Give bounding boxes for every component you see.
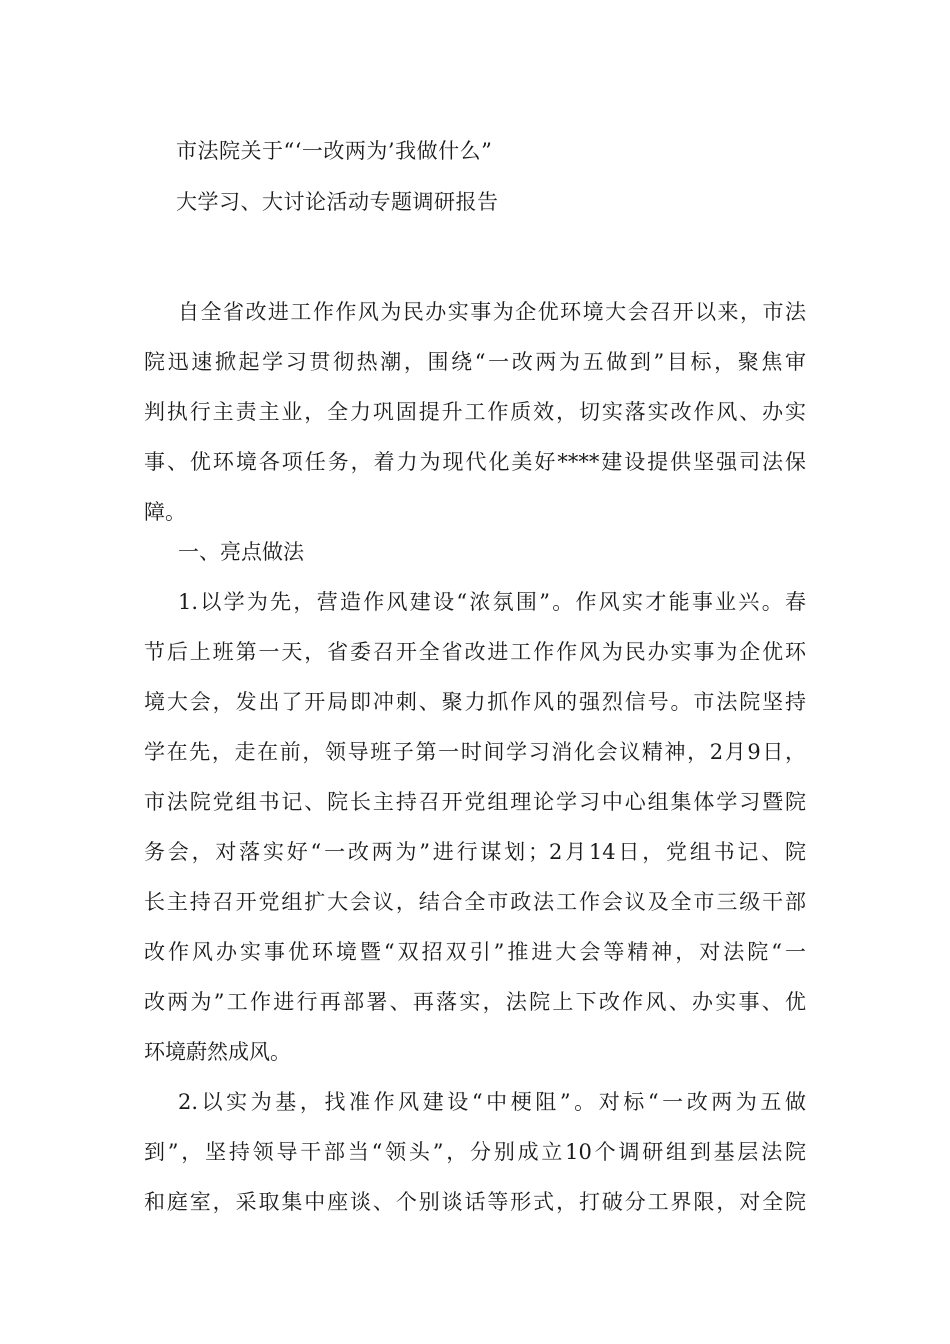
paragraph-intro [144, 287, 806, 537]
text-line: 1.以学为先，营造作风建设“浓氛围”。作风实才能事业兴。春 [178, 590, 806, 614]
text-line: 境大会，发出了开局即冲刺、聚力抓作风的强烈信号。市法院坚持 [144, 690, 806, 714]
text-line: 自全省改进工作作风为民办实事为企优环境大会召开以来，市法 [178, 300, 806, 324]
text-line: 判执行主责主业，全力巩固提升工作质效，切实落实改作风、办实 [144, 400, 806, 424]
text-line: 长主持召开党组扩大会议，结合全市政法工作会议及全市三级干部 [144, 890, 806, 914]
text-line: 节后上班第一天，省委召开全省改进工作作风为民办实事为企优环 [144, 640, 806, 664]
text-line: 2.以实为基，找准作风建设“中梗阻”。对标“一改两为五做 [178, 1090, 806, 1114]
section-heading [144, 527, 806, 577]
text-line: 市法院党组书记、院长主持召开党组理论学习中心组集体学习暨院 [144, 790, 806, 814]
text-line: 事、优环境各项任务，着力为现代化美好****建设提供坚强司法保 [144, 450, 806, 474]
text-line: 一、亮点做法 [178, 540, 304, 564]
text-line: 学在先，走在前，领导班子第一时间学习消化会议精神，2月9日， [144, 740, 806, 764]
text-line: 院迅速掀起学习贯彻热潮，围绕“一改两为五做到”目标，聚焦审 [144, 350, 806, 374]
text-line: 环境蔚然成风。 [144, 1040, 291, 1064]
text-line: 改两为”工作进行再部署、再落实，法院上下改作风、办实事、优 [144, 990, 806, 1014]
text-line: 和庭室，采取集中座谈、个别谈话等形式，打破分工界限，对全院 [144, 1190, 806, 1214]
report-title-line-2: 大学习、大讨论活动专题调研报告 [176, 190, 499, 214]
text-line: 改作风办实事优环境暨“双招双引”推进大会等精神，对法院“一 [144, 940, 806, 964]
text-line: 务会，对落实好“一改两为”进行谋划；2月14日，党组书记、院 [144, 840, 806, 864]
paragraph-item-1 [144, 577, 806, 1077]
text-line: 障。 [144, 500, 186, 524]
text-line: 到”，坚持领导干部当“领头”，分别成立10个调研组到基层法院 [144, 1140, 806, 1164]
paragraph-item-2 [144, 1077, 806, 1227]
report-title-line-1: 市法院关于“‘一改两为’我做什么” [176, 139, 493, 163]
